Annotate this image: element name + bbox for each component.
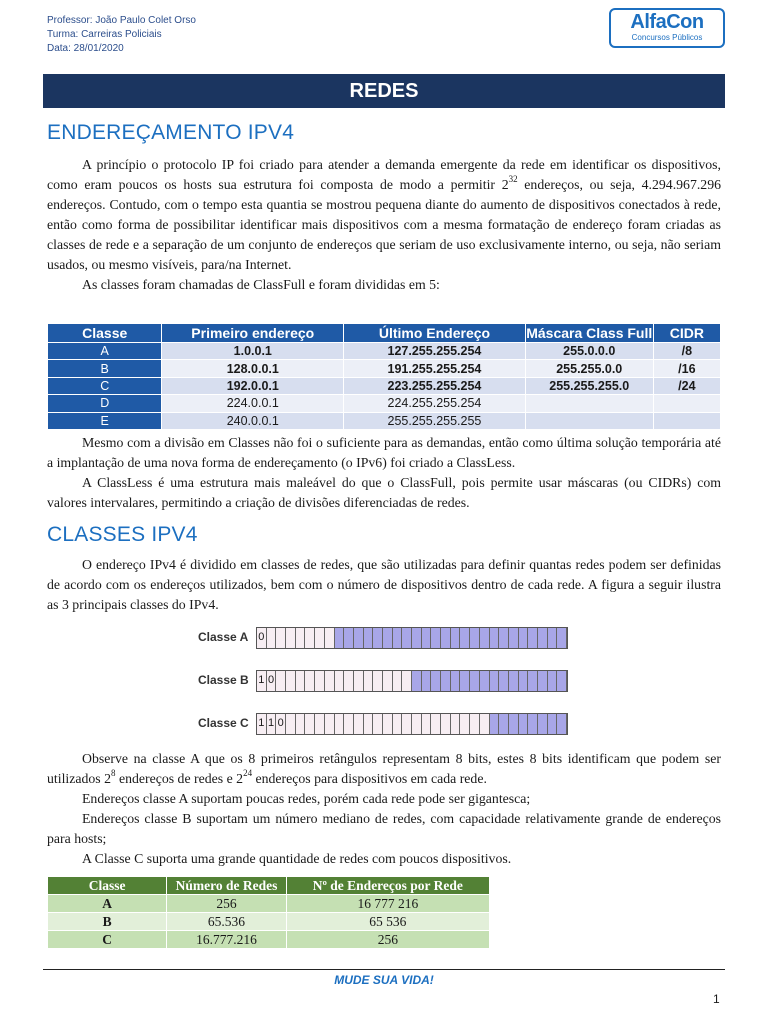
network-bit [276, 628, 286, 648]
table1-header-cell: Máscara Class Full [526, 325, 653, 341]
table1-header-cell: CIDR [653, 324, 720, 343]
host-bit [383, 628, 393, 648]
paragraph: Mesmo com a divisão em Classes não foi o suficiente para as demandas, então como última solução temporária até a implantação de uma nova forma de endereçamento (o IPv6) foi criado a ClassLess. [47, 435, 721, 470]
ipv4-classes-table [47, 323, 721, 430]
table1-cell [653, 412, 720, 429]
host-bit [335, 628, 345, 648]
host-bit [509, 671, 519, 691]
network-bit [267, 628, 277, 648]
footer-divider [43, 969, 725, 970]
network-bit [373, 671, 383, 691]
host-bit [490, 628, 500, 648]
alfacon-logo [609, 8, 725, 48]
network-bit: 1 [257, 714, 267, 734]
network-bit [393, 671, 403, 691]
table1-cell: 128.0.0.1 [162, 360, 344, 377]
host-bit [354, 628, 364, 648]
table1-header-cell: Classe [48, 324, 162, 343]
network-bit [325, 628, 335, 648]
network-bit [325, 714, 335, 734]
table-row [48, 895, 490, 913]
section-heading-classes: CLASSES IPV4 [47, 523, 198, 546]
network-bit [354, 671, 364, 691]
network-bit [315, 671, 325, 691]
section2-text [47, 555, 721, 615]
host-bit [509, 714, 519, 734]
logo-main-text: AlfaCon [630, 11, 704, 33]
host-bit [344, 628, 354, 648]
network-bit: 0 [276, 714, 286, 734]
host-bit [548, 671, 558, 691]
section-heading-enderecamento: ENDEREÇAMENTO IPV4 [47, 121, 295, 144]
table-row [48, 343, 721, 360]
host-bit [441, 671, 451, 691]
network-bit [335, 714, 345, 734]
table1-cell [525, 395, 653, 412]
paragraph: As classes foram chamadas de ClassFull e foram divididas em 5: [82, 277, 440, 292]
network-bit [286, 714, 296, 734]
class-label: Classe B [198, 673, 249, 687]
network-bit [441, 714, 451, 734]
network-bit [325, 671, 335, 691]
table2-cell: 65.536 [167, 913, 286, 931]
network-bit: 0 [257, 628, 267, 648]
table1-cell: 224.255.255.254 [344, 395, 526, 412]
network-bit [335, 671, 345, 691]
table1-cell: 255.255.0.0 [525, 360, 653, 377]
table1-cell: E [48, 412, 162, 429]
host-bit [422, 671, 432, 691]
host-bit [509, 628, 519, 648]
table2-header-cell: Classe [48, 877, 167, 895]
host-bit [528, 671, 538, 691]
host-bit [519, 714, 529, 734]
table1-cell: 127.255.255.254 [344, 343, 526, 360]
host-bit [480, 628, 490, 648]
host-bit [451, 671, 461, 691]
network-bit [276, 671, 286, 691]
paragraph: A princípio o protocolo IP foi criado para atender a demanda emergente da rede em identificar os dispositivos, como eram poucos os hosts sua estrutura foi composta de modo a permitir $2^{32}$ endereços, ou seja, 4.294.967.296 endereços. Contudo, com o tempo esta quantia se mostrou pequena diante do aumento de dispositivos conectados à rede, então como forma de possibilitar identificar mais dispositivos com a mesma formatação de endereço foram criadas as classes de rede e a separação de um conjunto de endereços que seriam de uso exclusivamente interno, ou seja, não seriam usados, ou mesmo visíveis, para/na Internet. [47, 157, 721, 272]
host-bit [393, 628, 403, 648]
date-line: Data: 28/01/2020 [47, 43, 124, 54]
table1-cell [525, 412, 653, 429]
network-bit: 0 [267, 671, 277, 691]
table-row [48, 412, 721, 429]
turma-line: Turma: Carreiras Policiais [47, 29, 162, 40]
table2-cell: 65 536 [286, 913, 489, 931]
host-bit [519, 628, 529, 648]
paragraph: O endereço IPv4 é dividido em classes de redes, que são utilizadas para definir quantas redes podem ser definidas de acordo com os endereços utilizados, bem com o número de dispositivos dentro de cada rede. A figura a seguir ilustra as 3 principais classes do IPv4. [47, 557, 721, 612]
paragraph: A ClassLess é uma estrutura mais maleável do que o ClassFull, pois permite usar máscaras (ou CIDRs) com valores intervalares, permitindo a criação de divisões diferenciadas de redes. [47, 475, 721, 510]
section2b-text [47, 749, 721, 869]
host-bit [548, 628, 558, 648]
host-bit [470, 628, 480, 648]
network-bit [296, 714, 306, 734]
table1-cell: 255.255.255.255 [344, 412, 526, 429]
table1-cell: A [48, 343, 162, 360]
table2-cell: 256 [167, 895, 286, 913]
table1-cell: 1.0.0.1 [162, 343, 344, 360]
bit-strip [256, 670, 568, 692]
table1-cell [653, 395, 720, 412]
host-bit [431, 671, 441, 691]
table2-header-cell: Número de Redes [167, 877, 286, 895]
host-bit [557, 628, 567, 648]
host-bit [528, 628, 538, 648]
network-bit [412, 714, 422, 734]
network-bit: 1 [257, 671, 267, 691]
professor-line: Professor: João Paulo Colet Orso [47, 15, 196, 26]
host-bit [441, 628, 451, 648]
bit-strip [256, 713, 568, 735]
host-bit [422, 628, 432, 648]
table2-cell: C [48, 931, 167, 949]
network-bit [393, 714, 403, 734]
paragraph: Endereços classe A suportam poucas redes, porém cada rede pode ser gigantesca; [82, 791, 531, 806]
ipv4-classes-figure [195, 617, 575, 742]
table-row [48, 395, 721, 412]
table2-cell: 16 777 216 [286, 895, 489, 913]
network-bit: 1 [267, 714, 277, 734]
network-bit [315, 714, 325, 734]
host-bit [431, 628, 441, 648]
table-row [48, 931, 490, 949]
network-bit [460, 714, 470, 734]
network-bit [364, 714, 374, 734]
network-bit [383, 671, 393, 691]
network-bit [364, 671, 374, 691]
table-row [48, 360, 721, 377]
class-bit-row [195, 713, 575, 735]
network-bit [344, 671, 354, 691]
host-bit [364, 628, 374, 648]
table1-header-cell: Último Endereço [344, 324, 526, 343]
table-row [48, 377, 721, 394]
host-bit [412, 628, 422, 648]
network-bit [296, 628, 306, 648]
table1-cell: /24 [653, 377, 720, 394]
network-bit [344, 714, 354, 734]
network-bit [315, 628, 325, 648]
network-bit [422, 714, 432, 734]
host-bit [460, 628, 470, 648]
host-bit [412, 671, 422, 691]
host-bit [499, 714, 509, 734]
paragraph: Observe na classe A que os 8 primeiros retângulos representam 8 bits, estes 8 bits identificam que podem ser utilizados $2^8$ endereços de redes e $2^{24}$ endereços para dispositivos em cada rede. [47, 751, 721, 786]
table1-cell: D [48, 395, 162, 412]
class-bit-row [195, 627, 575, 649]
host-bit [548, 714, 558, 734]
table1-cell: 224.0.0.1 [162, 395, 344, 412]
network-bit [305, 714, 315, 734]
host-bit [519, 671, 529, 691]
host-bit [557, 714, 567, 734]
class-bit-row [195, 670, 575, 692]
table1-cell: 255.0.0.0 [525, 343, 653, 360]
class-label: Classe C [198, 716, 249, 730]
network-bit [431, 714, 441, 734]
host-bit [499, 671, 509, 691]
host-bit [402, 628, 412, 648]
network-bit [470, 714, 480, 734]
footer-motto: MUDE SUA VIDA! [334, 973, 434, 987]
host-bit [490, 714, 500, 734]
paragraph: A Classe C suporta uma grande quantidade de redes com poucos dispositivos. [82, 851, 512, 866]
section1b-text [47, 433, 721, 513]
page-title: REDES [43, 74, 725, 108]
section1-text [47, 155, 721, 295]
paragraph: Endereços classe B suportam um número mediano de redes, com capacidade relativamente grande de endereços para hosts; [47, 811, 721, 846]
networks-per-class-table [47, 876, 490, 949]
table1-cell: /16 [653, 360, 720, 377]
network-bit [402, 671, 412, 691]
host-bit [480, 671, 490, 691]
table-row [48, 913, 490, 931]
table1-header-cell: Primeiro endereço [162, 324, 344, 343]
host-bit [470, 671, 480, 691]
network-bit [451, 714, 461, 734]
host-bit [499, 628, 509, 648]
host-bit [557, 671, 567, 691]
table1-cell: 192.0.0.1 [162, 377, 344, 394]
network-bit [286, 628, 296, 648]
host-bit [373, 628, 383, 648]
network-bit [286, 671, 296, 691]
header-info [47, 14, 196, 56]
logo-sub-text: Concursos Públicos [631, 33, 703, 42]
table1-cell: /8 [653, 343, 720, 360]
host-bit [538, 714, 548, 734]
page-number: 1 [713, 992, 720, 1006]
class-label: Classe A [198, 630, 249, 644]
table2-cell: 256 [286, 931, 489, 949]
network-bit [296, 671, 306, 691]
table1-cell: B [48, 360, 162, 377]
bit-strip [256, 627, 568, 649]
table1-cell: 223.255.255.254 [344, 377, 526, 394]
network-bit [305, 628, 315, 648]
host-bit [538, 671, 548, 691]
table2-cell: 16.777.216 [167, 931, 286, 949]
table1-cell: C [48, 377, 162, 394]
network-bit [402, 714, 412, 734]
table1-cell: 240.0.0.1 [162, 412, 344, 429]
network-bit [354, 714, 364, 734]
host-bit [460, 671, 470, 691]
table2-cell: B [48, 913, 167, 931]
host-bit [528, 714, 538, 734]
table1-cell: 255.255.255.0 [525, 377, 653, 394]
table2-cell: A [48, 895, 167, 913]
host-bit [538, 628, 548, 648]
network-bit [305, 671, 315, 691]
table1-cell: 191.255.255.254 [344, 360, 526, 377]
host-bit [451, 628, 461, 648]
table2-header-cell: Nº de Endereços por Rede [286, 877, 489, 895]
network-bit [480, 714, 490, 734]
network-bit [383, 714, 393, 734]
host-bit [490, 671, 500, 691]
network-bit [373, 714, 383, 734]
